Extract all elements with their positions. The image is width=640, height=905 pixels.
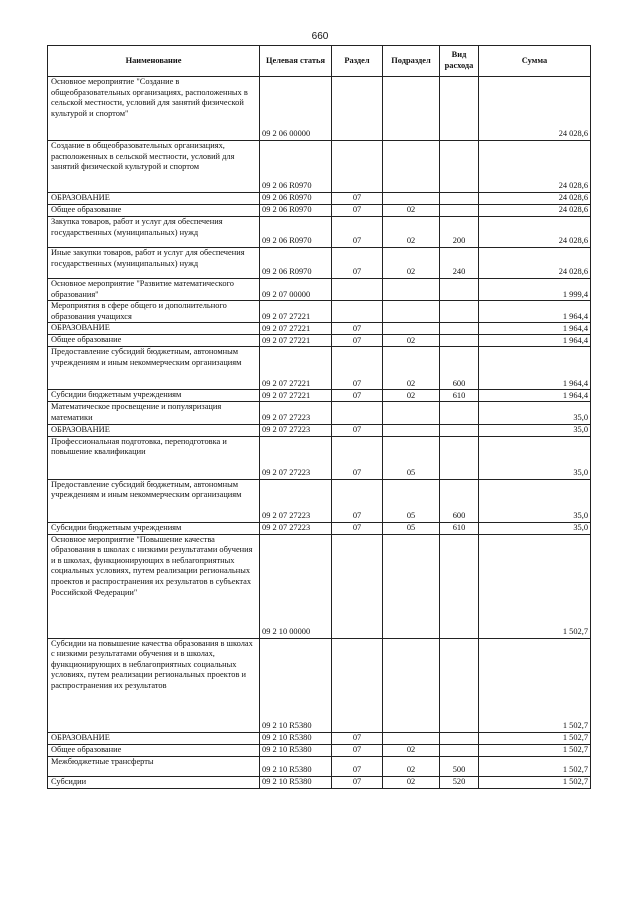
cell-subsection	[383, 323, 440, 335]
cell-name: Профессиональная подготовка, переподготовка и повышение квалификации	[48, 436, 260, 479]
cell-section: 07	[332, 217, 383, 248]
cell-subsection: 02	[383, 390, 440, 402]
cell-sum: 1 964,4	[479, 390, 591, 402]
cell-section: 07	[332, 205, 383, 217]
cell-name: Предоставление субсидий бюджетным, автономным учреждениям и иным некоммерческим организациям	[48, 479, 260, 522]
table-row	[48, 323, 591, 335]
cell-target: 09 2 07 27221	[260, 301, 332, 323]
table-row	[48, 347, 591, 390]
cell-subsection: 02	[383, 756, 440, 776]
table-row	[48, 248, 591, 279]
cell-subsection	[383, 424, 440, 436]
table-row	[48, 756, 591, 776]
cell-sum: 24 028,6	[479, 248, 591, 279]
table-header-row	[48, 46, 591, 77]
cell-name: Основное мероприятие "Развитие математического образования"	[48, 279, 260, 301]
cell-name: Иные закупки товаров, работ и услуг для обеспечения государственных (муниципальных) нужд	[48, 248, 260, 279]
cell-sum: 1 502,7	[479, 638, 591, 732]
cell-sum: 1 502,7	[479, 756, 591, 776]
cell-section: 07	[332, 390, 383, 402]
table-row	[48, 436, 591, 479]
cell-name: Межбюджетные трансферты	[48, 756, 260, 776]
table-row	[48, 744, 591, 756]
header-section: Раздел	[332, 46, 383, 77]
cell-name: Создание в общеобразовательных организациях, расположенных в сельской местности, условий для занятий физической культурой и спортом	[48, 141, 260, 193]
table-row	[48, 638, 591, 732]
cell-target: 09 2 10 00000	[260, 534, 332, 638]
header-subsection: Подраздел	[383, 46, 440, 77]
cell-target: 09 2 10 R5380	[260, 744, 332, 756]
cell-expense-type	[440, 323, 479, 335]
cell-expense-type	[440, 436, 479, 479]
cell-target: 09 2 07 27223	[260, 479, 332, 522]
cell-target: 09 2 07 27223	[260, 436, 332, 479]
cell-sum: 24 028,6	[479, 77, 591, 141]
table-row	[48, 141, 591, 193]
cell-sum: 1 999,4	[479, 279, 591, 301]
cell-section	[332, 402, 383, 424]
cell-sum: 1 502,7	[479, 732, 591, 744]
cell-name: Закупка товаров, работ и услуг для обеспечения государственных (муниципальных) нужд	[48, 217, 260, 248]
table-row	[48, 522, 591, 534]
cell-target: 09 2 06 00000	[260, 77, 332, 141]
cell-sum: 35,0	[479, 436, 591, 479]
cell-expense-type	[440, 402, 479, 424]
cell-section: 07	[332, 323, 383, 335]
cell-sum: 1 964,4	[479, 301, 591, 323]
cell-expense-type	[440, 534, 479, 638]
cell-target: 09 2 07 27221	[260, 323, 332, 335]
cell-target: 09 2 07 27223	[260, 402, 332, 424]
cell-section: 07	[332, 756, 383, 776]
cell-expense-type	[440, 638, 479, 732]
header-name: Наименование	[48, 46, 260, 77]
cell-subsection	[383, 301, 440, 323]
cell-sum: 1 964,4	[479, 335, 591, 347]
table-row	[48, 390, 591, 402]
cell-expense-type: 600	[440, 479, 479, 522]
table-row	[48, 279, 591, 301]
cell-name: Общее образование	[48, 744, 260, 756]
cell-target: 09 2 06 R0970	[260, 205, 332, 217]
cell-subsection: 02	[383, 335, 440, 347]
cell-expense-type: 610	[440, 522, 479, 534]
cell-expense-type: 600	[440, 347, 479, 390]
cell-name: Мероприятия в сфере общего и дополнительного образования учащихся	[48, 301, 260, 323]
cell-sum: 24 028,6	[479, 205, 591, 217]
cell-target: 09 2 10 R5380	[260, 756, 332, 776]
cell-section	[332, 279, 383, 301]
cell-name: Субсидии	[48, 776, 260, 788]
table-row	[48, 205, 591, 217]
cell-target: 09 2 07 27221	[260, 390, 332, 402]
cell-subsection: 05	[383, 479, 440, 522]
cell-sum: 24 028,6	[479, 217, 591, 248]
header-sum: Сумма	[479, 46, 591, 77]
cell-expense-type: 240	[440, 248, 479, 279]
table-row	[48, 335, 591, 347]
table-row	[48, 402, 591, 424]
cell-subsection	[383, 193, 440, 205]
cell-name: Основное мероприятие "Повышение качества образования в школах с низкими результатами обучения и в школах, функционирующих в неблагоприятных социальных условиях, путем реализации региональных проектов и распространения их результатов в субъектах Российской Федерации"	[48, 534, 260, 638]
cell-name: Общее образование	[48, 205, 260, 217]
cell-target: 09 2 06 R0970	[260, 217, 332, 248]
table-row	[48, 776, 591, 788]
cell-target: 09 2 07 27221	[260, 335, 332, 347]
cell-subsection: 02	[383, 217, 440, 248]
cell-section: 07	[332, 436, 383, 479]
cell-section: 07	[332, 347, 383, 390]
cell-expense-type	[440, 301, 479, 323]
table-row	[48, 424, 591, 436]
table-row	[48, 534, 591, 638]
cell-name: Основное мероприятие "Создание в общеобразовательных организациях, расположенных в сельской местности, условий для занятий физической культурой и спортом"	[48, 77, 260, 141]
table-row	[48, 732, 591, 744]
cell-sum: 1 502,7	[479, 534, 591, 638]
cell-section: 07	[332, 335, 383, 347]
cell-subsection: 02	[383, 776, 440, 788]
cell-target: 09 2 10 R5380	[260, 638, 332, 732]
cell-name: Субсидии на повышение качества образования в школах с низкими результатами обучения и в школах, функционирующих в неблагоприятных социальных условиях, путем реализации региональных проектов и распространения их результатов	[48, 638, 260, 732]
cell-expense-type: 610	[440, 390, 479, 402]
cell-name: Общее образование	[48, 335, 260, 347]
cell-section: 07	[332, 424, 383, 436]
table-row	[48, 77, 591, 141]
cell-sum: 24 028,6	[479, 193, 591, 205]
cell-expense-type	[440, 141, 479, 193]
cell-subsection	[383, 732, 440, 744]
cell-section: 07	[332, 522, 383, 534]
page-number: 660	[311, 31, 329, 42]
table-body	[48, 77, 591, 789]
cell-target: 09 2 10 R5380	[260, 776, 332, 788]
cell-section: 07	[332, 776, 383, 788]
cell-name: Предоставление субсидий бюджетным, автономным учреждениям и иным некоммерческим организациям	[48, 347, 260, 390]
cell-subsection	[383, 141, 440, 193]
header-expense-type: Вид расхода	[440, 46, 479, 77]
cell-target: 09 2 07 00000	[260, 279, 332, 301]
table-row	[48, 479, 591, 522]
cell-target: 09 2 10 R5380	[260, 732, 332, 744]
cell-sum: 1 502,7	[479, 776, 591, 788]
cell-sum: 35,0	[479, 424, 591, 436]
cell-sum: 1 964,4	[479, 347, 591, 390]
cell-target: 09 2 07 27223	[260, 424, 332, 436]
cell-sum: 35,0	[479, 402, 591, 424]
cell-target: 09 2 07 27223	[260, 522, 332, 534]
cell-target: 09 2 06 R0970	[260, 248, 332, 279]
cell-section: 07	[332, 744, 383, 756]
cell-section	[332, 141, 383, 193]
cell-expense-type	[440, 279, 479, 301]
table-row	[48, 301, 591, 323]
cell-subsection	[383, 279, 440, 301]
cell-sum: 1 502,7	[479, 744, 591, 756]
budget-table	[47, 45, 591, 789]
cell-section: 07	[332, 732, 383, 744]
cell-expense-type: 200	[440, 217, 479, 248]
cell-name: ОБРАЗОВАНИЕ	[48, 323, 260, 335]
cell-target: 09 2 07 27221	[260, 347, 332, 390]
cell-expense-type	[440, 335, 479, 347]
cell-expense-type	[440, 424, 479, 436]
cell-expense-type	[440, 77, 479, 141]
cell-name: Субсидии бюджетным учреждениям	[48, 390, 260, 402]
cell-subsection: 02	[383, 248, 440, 279]
cell-section: 07	[332, 479, 383, 522]
cell-section	[332, 301, 383, 323]
cell-section: 07	[332, 193, 383, 205]
cell-expense-type	[440, 744, 479, 756]
cell-name: ОБРАЗОВАНИЕ	[48, 424, 260, 436]
cell-subsection	[383, 534, 440, 638]
table-row	[48, 217, 591, 248]
cell-sum: 24 028,6	[479, 141, 591, 193]
cell-sum: 35,0	[479, 522, 591, 534]
cell-expense-type: 520	[440, 776, 479, 788]
cell-name: Математическое просвещение и популяризация математики	[48, 402, 260, 424]
cell-target: 09 2 06 R0970	[260, 141, 332, 193]
cell-name: Субсидии бюджетным учреждениям	[48, 522, 260, 534]
cell-expense-type	[440, 205, 479, 217]
cell-sum: 35,0	[479, 479, 591, 522]
table-row	[48, 193, 591, 205]
cell-target: 09 2 06 R0970	[260, 193, 332, 205]
cell-subsection: 05	[383, 436, 440, 479]
cell-subsection	[383, 402, 440, 424]
cell-expense-type	[440, 193, 479, 205]
cell-subsection	[383, 638, 440, 732]
cell-section	[332, 638, 383, 732]
cell-sum: 1 964,4	[479, 323, 591, 335]
cell-expense-type	[440, 732, 479, 744]
cell-section	[332, 77, 383, 141]
cell-expense-type: 500	[440, 756, 479, 776]
cell-subsection	[383, 77, 440, 141]
cell-name: ОБРАЗОВАНИЕ	[48, 193, 260, 205]
cell-subsection: 02	[383, 347, 440, 390]
cell-subsection: 02	[383, 205, 440, 217]
cell-section: 07	[332, 248, 383, 279]
cell-subsection: 05	[383, 522, 440, 534]
header-target: Целевая статья	[260, 46, 332, 77]
cell-name: ОБРАЗОВАНИЕ	[48, 732, 260, 744]
cell-section	[332, 534, 383, 638]
cell-subsection: 02	[383, 744, 440, 756]
